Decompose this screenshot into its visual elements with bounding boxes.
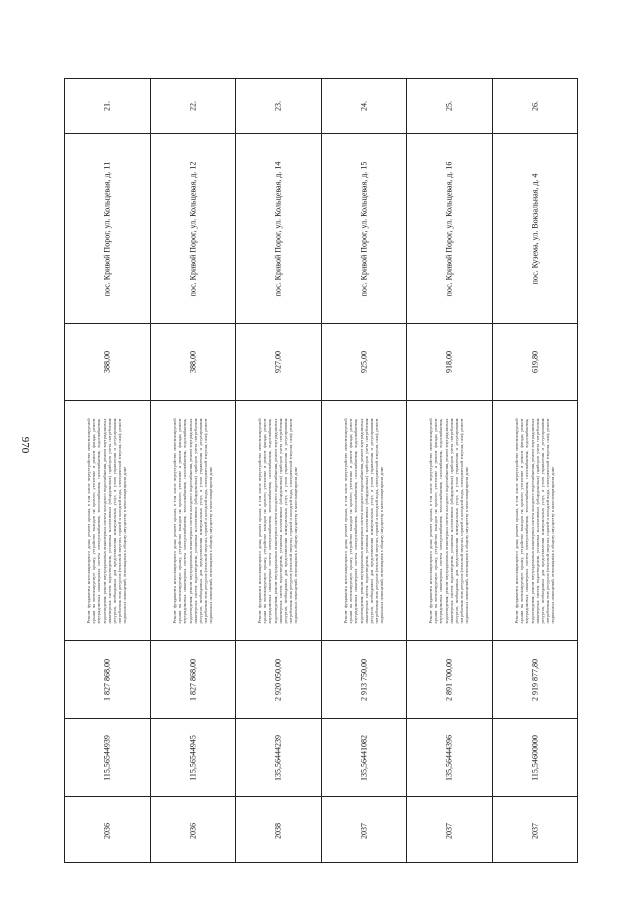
unit-cost: 115,56544945 [188,734,198,781]
unit-cost: 115,56544939 [102,734,112,781]
works-cell [65,401,150,641]
address: пос. Кривой Порог, ул. Кольцевая, д. 14 [273,161,283,296]
year-cell [236,797,321,864]
cost-cell [151,641,236,719]
year: 2036 [188,822,198,839]
row-number: 24. [359,101,369,111]
cost: 2 919 877,80 [530,658,540,701]
cost: 1 827 868,00 [188,658,198,701]
unit-cost-cell [151,719,236,797]
works-description: Ремонт фундамента многоквартирного дома; ремонт крыши, в том числе переустройство невентилируемой крыши на вентилируемую крышу, устройство выходов на кровлю; утепление и ремонт фасада; ремонт внутридомовых инженерных систем электроснабжения, теплоснабжения, газоснабжения, водоснабжения, водоотведения; ремонт внутридомовых инженерных систем холодного водоснабжения, ремонт внутридомовых инженерных систем водоотведения, установка коллективных (общедомовых) приборов учета потребления ресурсов, необходимых для предоставления коммунальных услуг, и узлов управления и регулирования потребления этих ресурсов (тепловой энергии, горячей и холодной воды, электрической энергии, газа); ремонт подвальных помещений, относящихся к общему имуществу в многоквартирном доме [257,418,299,623]
unit-cost: 115,54600000 [530,734,540,781]
address-cell [236,134,321,324]
area-cell [493,324,579,401]
year-cell [407,797,492,864]
works-cell [407,401,492,641]
unit-cost-cell [493,719,579,797]
area: 388,00 [102,351,112,373]
cost: 2 913 750,00 [359,658,369,701]
address-cell [65,134,150,324]
table-row [493,79,579,862]
cost-cell [236,641,321,719]
cost: 2 891 700,00 [444,658,454,701]
year: 2037 [530,822,540,839]
unit-cost: 135,56444396 [444,734,454,781]
area: 925,00 [359,351,369,373]
table-row [236,79,322,862]
address-cell [493,134,579,324]
year-cell [493,797,579,864]
area: 619,80 [530,351,540,373]
capital-repair-table [64,78,578,863]
row-number: 25. [444,101,454,111]
works-cell [322,401,407,641]
works-description: Ремонт фундамента многоквартирного дома; ремонт крыши, в том числе переустройство невентилируемой крыши на вентилируемую крышу, устройство выходов на кровлю; утепление и ремонт фасада; ремонт внутридомовых инженерных систем электроснабжения, теплоснабжения, газоснабжения, водоснабжения, водоотведения; ремонт внутридомовых инженерных систем холодного водоснабжения, ремонт внутридомовых инженерных систем водоотведения, установка коллективных (общедомовых) приборов учета потребления ресурсов, необходимых для предоставления коммунальных услуг, и узлов управления и регулирования потребления этих ресурсов (тепловой энергии, горячей и холодной воды, электрической энергии, газа); ремонт подвальных помещений, относящихся к общему имуществу в многоквартирном доме [86,418,128,623]
works-description: Ремонт фундамента многоквартирного дома; ремонт крыши, в том числе переустройство невентилируемой крыши на вентилируемую крышу, устройство выходов на кровлю; утепление и ремонт фасада; ремонт внутридомовых инженерных систем электроснабжения, теплоснабжения, газоснабжения, водоснабжения, водоотведения; ремонт внутридомовых инженерных систем холодного водоснабжения, ремонт внутридомовых инженерных систем водоотведения, установка коллективных (общедомовых) приборов учета потребления ресурсов, необходимых для предоставления коммунальных услуг, и узлов управления и регулирования потребления этих ресурсов (тепловой энергии, горячей и холодной воды, электрической энергии, газа); ремонт подвальных помещений, относящихся к общему имуществу в многоквартирном доме [342,418,385,623]
area: 918,00 [444,351,454,373]
table-row [407,79,493,862]
row-number-cell [236,79,321,134]
year-cell [65,797,150,864]
works-description: Ремонт фундамента многоквартирного дома; ремонт крыши, в том числе переустройство невентилируемой крыши на вентилируемую крышу, устройство выходов на кровлю; утепление и ремонт фасада; ремонт внутридомовых инженерных систем электроснабжения, теплоснабжения, газоснабжения, водоснабжения, водоотведения; ремонт внутридомовых инженерных систем холодного водоснабжения, ремонт внутридомовых инженерных систем водоотведения, установка коллективных (общедомовых) приборов учета потребления ресурсов, необходимых для предоставления коммунальных услуг, и узлов управления и регулирования потребления этих ресурсов (тепловой энергии, горячей и холодной воды, электрической энергии, газа); ремонт подвальных помещений, относящихся к общему имуществу в многоквартирном доме [428,418,470,623]
year: 2036 [102,822,112,839]
unit-cost-cell [236,719,321,797]
cost-cell [65,641,150,719]
year: 2037 [359,822,369,839]
row-number: 21. [102,101,112,111]
year: 2037 [444,822,454,839]
page-number: 970 [19,436,31,454]
area-cell [65,324,150,401]
area: 388,00 [188,351,198,373]
year-cell [151,797,236,864]
year-cell [322,797,407,864]
unit-cost-cell [65,719,150,797]
unit-cost-cell [407,719,492,797]
row-number-cell [322,79,407,134]
cost-cell [407,641,492,719]
address: пос. Кривой Порог, ул. Кольцевая, д. 12 [188,161,198,296]
row-number: 22. [188,101,198,111]
address: пос. Кривой Порог, ул. Кольцевая, д. 15 [359,161,369,296]
area-cell [407,324,492,401]
area-cell [151,324,236,401]
area-cell [236,324,321,401]
area: 927,00 [273,351,283,373]
works-cell [493,401,579,641]
unit-cost: 135,56444239 [273,734,283,781]
works-description: Ремонт фундамента многоквартирного дома; ремонт крыши, в том числе переустройство невентилируемой крыши на вентилируемую крышу, устройство выходов на кровлю; утепление и ремонт фасада; ремонт внутридомовых инженерных систем электроснабжения, теплоснабжения, газоснабжения, водоснабжения, водоотведения; ремонт внутридомовых инженерных систем холодного водоснабжения, ремонт внутридомовых инженерных систем водоотведения, установка коллективных (общедомовых) приборов учета потребления ресурсов, необходимых для предоставления коммунальных услуг, и узлов управления и регулирования потребления этих ресурсов (тепловой энергии, горячей и холодной воды, электрической энергии, газа); ремонт подвальных помещений, относящихся к общему имуществу в многоквартирном доме [171,418,214,623]
unit-cost: 135,56441082 [359,734,369,781]
row-number: 26. [530,101,540,111]
address-cell [322,134,407,324]
year: 2038 [273,822,283,839]
area-cell [322,324,407,401]
table-row [322,79,408,862]
address: пос. Кривой Порог, ул. Кольцевая, д. 16 [444,161,454,296]
works-cell [236,401,321,641]
row-number-cell [65,79,150,134]
address-cell [407,134,492,324]
table-row [151,79,237,862]
row-number-cell [151,79,236,134]
address: пос. Кривой Порог, ул. Кольцевая, д. 11 [102,161,112,296]
row-number: 23. [273,101,283,111]
works-description: Ремонт фундамента многоквартирного дома; ремонт крыши, в том числе переустройство невентилируемой крыши на вентилируемую крышу, устройство выходов на кровлю; утепление и ремонт фасада; ремонт внутридомовых инженерных систем электроснабжения, теплоснабжения, газоснабжения, водоснабжения, водоотведения; ремонт внутридомовых инженерных систем холодного водоснабжения, ремонт внутридомовых инженерных систем водоотведения, установка коллективных (общедомовых) приборов учета потребления ресурсов, необходимых для предоставления коммунальных услуг, и узлов управления и регулирования потребления этих ресурсов (тепловой энергии, горячей и холодной воды, электрической энергии, газа); ремонт подвальных помещений, относящихся к общему имуществу в многоквартирном доме [514,418,556,623]
address: пос. Кузема, ул. Вокзальная, д. 4 [530,173,540,284]
cost-cell [493,641,579,719]
table-row [65,79,151,862]
works-cell [151,401,236,641]
cost: 2 920 050,00 [273,658,283,701]
address-cell [151,134,236,324]
cost: 1 827 868,00 [102,658,112,701]
unit-cost-cell [322,719,407,797]
row-number-cell [407,79,492,134]
cost-cell [322,641,407,719]
row-number-cell [493,79,579,134]
